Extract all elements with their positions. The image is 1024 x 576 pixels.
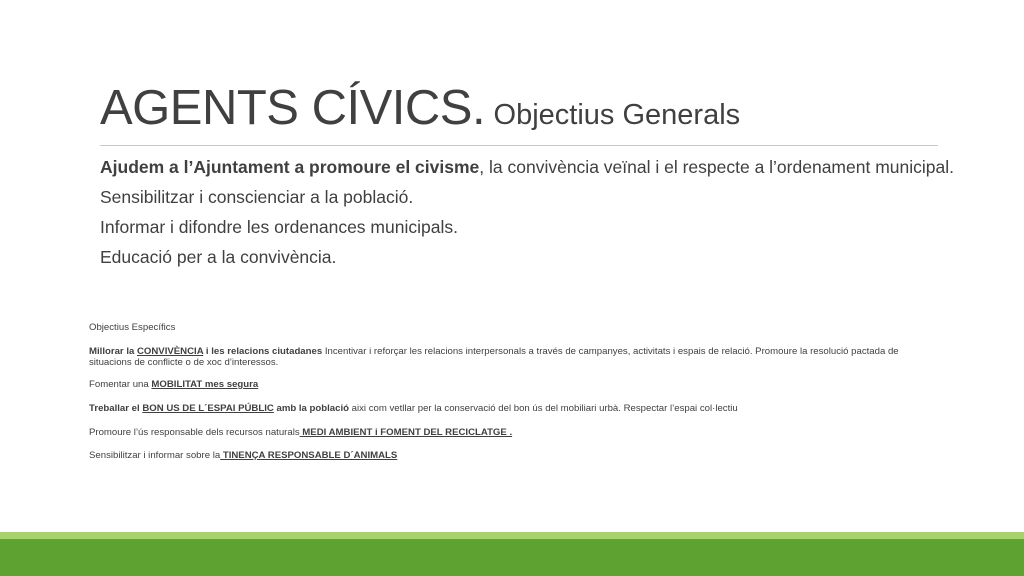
specific-objective-public-space [89,404,738,415]
so5-text: Sensibilitzar i informar sobre la [89,450,221,461]
footer-accent-stripe [0,532,1024,539]
specific-objective-environment [89,428,512,439]
so1-rest: Incentivar i reforçar les relacions interpersonals a través de campanyes, activitats i espais de relació. Promoure la resolució pactada de situacions de conflicte o de xoc d’interessos. [89,346,899,368]
specific-objectives-header: Objectius Específics [89,322,176,333]
title-divider [100,145,938,146]
general-objective-1-rest: , la convivència veïnal i el respecte a l’ordenament municipal. [479,157,954,177]
general-objective-1 [100,152,960,182]
so3-bold-a: Treballar el [89,403,143,414]
general-objective-4: Educació per a la convivència. [100,247,337,267]
so1-bold-a: Millorar la [89,346,137,357]
so4-text: Promoure l’ús responsable dels recursos naturals [89,427,300,438]
specific-objective-coexistence [89,347,904,368]
so1-bold-b: i les relacions ciutadanes [203,346,323,357]
title-main: AGENTS CÍVICS. [100,81,486,135]
so2-underline: MOBILITAT mes segura [151,379,259,390]
general-objective-3: Informar i difondre les ordenances municipals. [100,217,458,237]
title-subtitle: Objectius Generals [493,99,741,131]
specific-objective-animals [89,451,397,462]
so5-underline: TINENÇA RESPONSABLE D´ANIMALS [220,450,398,461]
so3-underline: BON US DE L´ESPAI PÚBLIC [142,403,274,414]
so4-underline: MEDI AMBIENT i FOMENT DEL RECICLATGE . [299,427,513,438]
footer-bar [0,539,1024,576]
specific-objective-mobility [89,380,258,391]
general-objectives-list [100,152,960,272]
so1-underline: CONVIVÈNCIA [136,346,204,357]
so2-text: Fomentar una [89,379,152,390]
slide-title [100,81,741,135]
general-objective-1-bold: Ajudem a l’Ajuntament a promoure el civisme [100,157,480,177]
so3-bold-b: amb la població [273,403,349,414]
so3-rest: aixi com vetllar per la conservació del bon ús del mobiliari urbà. Respectar l’espai col·lectiu [348,403,738,414]
general-objective-2: Sensibilitzar i conscienciar a la població. [100,187,414,207]
